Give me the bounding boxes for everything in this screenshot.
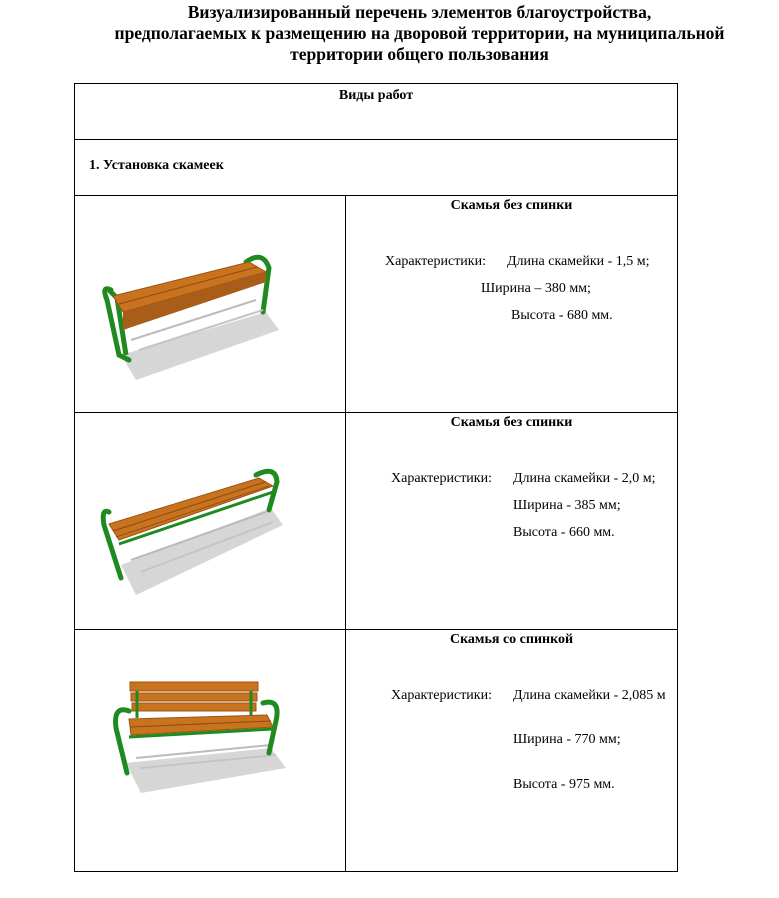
works-table	[74, 83, 678, 872]
table-header: Виды работ	[75, 84, 678, 140]
section-heading	[75, 140, 678, 196]
bench-image-cell	[75, 413, 346, 630]
bench-length: Длина скамейки - 2,085 м	[513, 688, 666, 703]
characteristics-label: Характеристики:	[391, 471, 492, 486]
bench-name: Скамья со спинкой	[449, 632, 574, 647]
bench-name: Скамья без спинки	[450, 198, 573, 213]
title-line-1: Визуализированный перечень элементов благоустройства,	[187, 2, 652, 22]
bench-description	[346, 630, 678, 872]
bench-no-back-image	[75, 196, 345, 412]
characteristics-label: Характеристики:	[385, 254, 486, 269]
bench-width: Ширина – 380 мм;	[481, 281, 591, 296]
characteristics-label: Характеристики:	[391, 688, 492, 703]
bench-height: Высота - 975 мм.	[513, 777, 615, 792]
bench-image-cell	[75, 630, 346, 872]
bench-description	[346, 413, 678, 630]
table-row	[75, 196, 678, 413]
bench-height: Высота - 680 мм.	[511, 308, 613, 323]
bench-length: Длина скамейки - 1,5 м;	[507, 254, 650, 269]
title-line-2: предполагаемых к размещению на дворовой территории, на муниципальной	[114, 23, 725, 43]
bench-width: Ширина - 770 мм;	[513, 732, 621, 747]
bench-height: Высота - 660 мм.	[513, 525, 615, 540]
document-title	[60, 2, 779, 65]
bench-with-back-image	[75, 630, 345, 871]
bench-description	[346, 196, 678, 413]
table-row	[75, 413, 678, 630]
bench-image-cell	[75, 196, 346, 413]
bench-length: Длина скамейки - 2,0 м;	[513, 471, 656, 486]
bench-name: Скамья без спинки	[450, 415, 573, 430]
table-row	[75, 630, 678, 872]
section-title: 1. Установка скамеек	[89, 158, 224, 173]
bench-no-back-long-image	[75, 413, 345, 629]
title-line-3: территории общего пользования	[290, 44, 549, 64]
bench-width: Ширина - 385 мм;	[513, 498, 621, 513]
